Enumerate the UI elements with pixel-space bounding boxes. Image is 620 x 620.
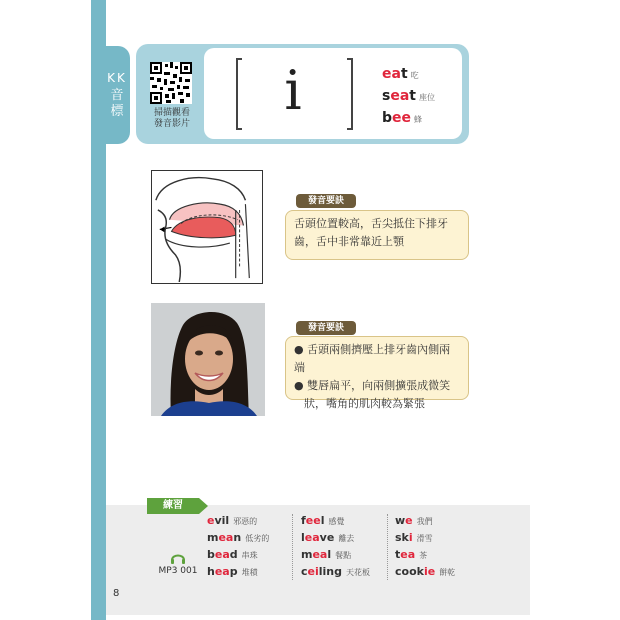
example-word-translation: 吃 [410,71,419,80]
tip-title-1: 發音要訣 [296,194,356,208]
qr-caption-line2: 發音影片 [153,119,190,129]
vocab-rest: n [233,531,242,544]
vocab-highlight: i [408,531,413,544]
page-number: 8 [113,588,120,599]
vocab-highlight: ee [305,514,321,527]
headphones-icon[interactable] [170,550,186,564]
vocab-item [207,529,269,546]
vocab-item [395,512,455,529]
vocab-prefix: cook [395,565,424,578]
example-word-highlight: ee [392,110,412,126]
vocab-rest: ling [318,565,343,578]
tip-line: 狀，嘴角的肌肉較為緊張 [304,397,425,410]
mp3-track-label: MP3 001 [158,566,198,576]
vocab-prefix: h [207,565,215,578]
vocab-prefix: l [301,531,305,544]
vocab-item [207,563,269,580]
qr-caption-line1: 掃描觀看 [153,108,190,118]
example-word-prefix: s [382,88,391,104]
vocab-highlight: ea [218,531,234,544]
tip-box-tongue [285,210,469,260]
speaker-photo [151,303,265,416]
vocab-translation: 天花板 [346,568,371,577]
tip-line: 齒，舌中非常靠近上顎 [294,235,404,248]
example-word-rest: t [409,88,416,104]
vocab-column-2 [301,512,370,580]
tip-box-lips [285,336,469,410]
qr-caption [143,108,201,130]
vocab-highlight: ea [214,548,230,561]
vocab-item [395,529,455,546]
side-tab-line1: KK [107,71,127,85]
tip-title-2: 發音要訣 [296,321,356,335]
example-word-eat [382,66,419,82]
vocab-highlight: ie [423,565,436,578]
vocab-column-1 [207,512,269,580]
example-word-highlight: ea [382,66,401,82]
vocab-translation: 離去 [338,534,355,543]
mouth-diagram [151,170,263,284]
vocab-rest: p [229,565,238,578]
vocab-highlight: ei [307,565,319,578]
example-word-seat [382,88,435,104]
column-divider [292,514,293,580]
vocab-item [395,563,455,580]
column-divider [387,514,388,580]
example-word-translation: 蜂 [414,115,423,124]
vocab-item [301,529,370,546]
vocab-prefix: sk [395,531,409,544]
vocab-rest: l [320,514,325,527]
example-word-highlight: ea [390,88,410,104]
phonetic-symbol: i [284,59,302,122]
bracket-right [347,58,353,130]
smiling-woman-image [151,303,265,416]
vocab-rest: d [229,548,238,561]
vocab-highlight: ea [400,548,416,561]
vocab-translation: 低劣的 [245,534,270,543]
vocab-highlight: ea [214,565,230,578]
vocab-highlight: ea [312,548,328,561]
vocab-translation: 邪惡的 [233,517,258,526]
vocab-highlight: e [207,514,215,527]
vocab-item [207,546,269,563]
vocab-prefix: t [395,548,401,561]
example-word-rest: t [400,66,408,82]
vocab-rest: ve [319,531,335,544]
vocab-highlight: ea [304,531,320,544]
vocab-item [301,563,370,580]
vocab-translation: 堆積 [241,568,258,577]
vocab-column-3 [395,512,455,580]
vocab-prefix: f [301,514,306,527]
qr-code-icon[interactable] [150,62,192,104]
vocab-highlight: e [405,514,413,527]
side-tab-kk-phonetics [104,46,130,144]
side-tab-line3: 標 [110,104,124,119]
tip-line: ● 雙唇扁平，向兩側擴張成微笑 [294,379,451,392]
example-word-translation: 座位 [419,93,435,102]
mp3-track[interactable] [153,550,203,576]
bracket-left [236,58,242,130]
vocab-translation: 餐點 [335,551,352,560]
vocab-translation: 感覺 [328,517,345,526]
vocab-translation: 串珠 [241,551,258,560]
vocab-prefix: b [207,548,215,561]
vocab-translation: 滑雪 [416,534,433,543]
practice-label: 練習 [147,498,199,514]
vocab-prefix: m [207,531,219,544]
vocab-item [207,512,269,529]
vocab-prefix: m [301,548,313,561]
vocab-translation: 我們 [416,517,433,526]
side-tab-line2: 音 [110,88,124,103]
tongue-position-illustration [152,171,261,282]
tip-line: ● 舌頭兩側擠壓上排牙齒內側兩端 [294,343,451,374]
vocab-rest: l [327,548,332,561]
tip-line: 舌頭位置較高，舌尖抵住下排牙 [294,217,448,230]
vocab-translation: 餅乾 [439,568,456,577]
vocab-translation: 茶 [419,551,428,560]
vocab-item [301,512,370,529]
vocab-rest: vil [214,514,230,527]
vocab-item [301,546,370,563]
vocab-prefix: c [301,565,308,578]
vocab-item [395,546,455,563]
example-word-bee [382,110,422,126]
example-word-prefix: b [382,110,393,126]
vocab-prefix: w [395,514,406,527]
